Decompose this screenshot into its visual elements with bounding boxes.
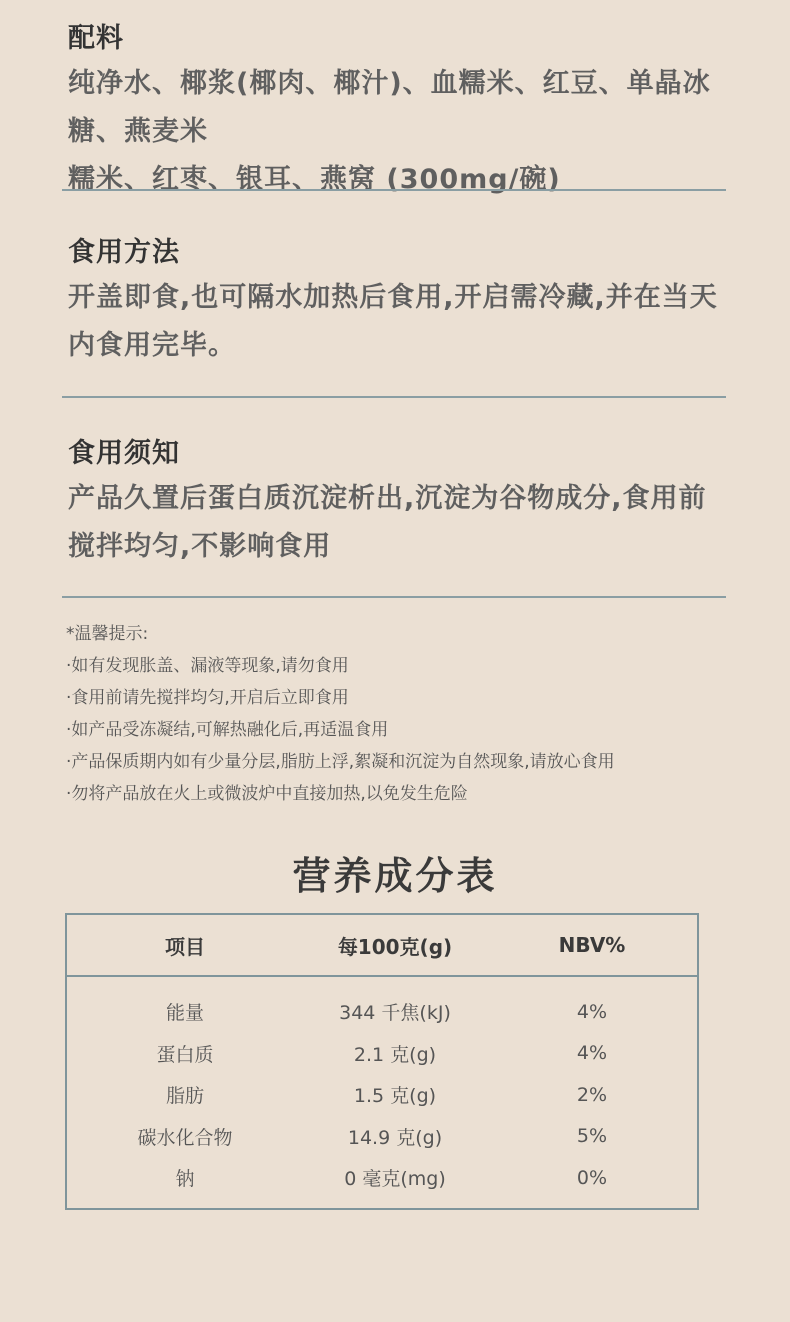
tip-item: ·如有发现胀盖、漏液等现象,请勿食用: [66, 656, 349, 676]
nutrient-amount: 0 毫克(mg): [344, 1168, 446, 1191]
tips-title: *温馨提示:: [66, 624, 149, 644]
nutrient-name: 碳水化合物: [137, 1126, 233, 1149]
nutrient-amount: 344 千焦(kJ): [339, 1002, 451, 1025]
divider: [62, 596, 726, 598]
table-row: [67, 1116, 697, 1158]
table-row: [67, 1157, 697, 1199]
nutrient-amount: 2.1 克(g): [353, 1043, 437, 1066]
header-per-100g: 每100克(g): [337, 934, 453, 959]
notice-text: [68, 475, 748, 571]
tip-item: ·如产品受冻凝结,可解热融化后,再适温食用: [66, 720, 389, 740]
notice-line-2: 搅拌均匀,不影响食用: [68, 531, 332, 562]
nutrient-nbv: 4%: [576, 1000, 608, 1023]
nutrient-amount: 14.9 克(g): [347, 1126, 443, 1149]
header-nbv: NBV%: [558, 933, 626, 957]
header-item: 项目: [165, 934, 205, 959]
nutrient-amount: 1.5 克(g): [353, 1085, 437, 1108]
nutrition-body: [67, 977, 697, 1199]
tip-item: ·勿将产品放在火上或微波炉中直接加热,以免发生危险: [66, 784, 468, 804]
ingredients-line-2: 糯米、红枣、银耳、燕窝 (300mg/碗): [68, 164, 561, 195]
tips-block: [66, 618, 766, 810]
notice-line-1: 产品久置后蛋白质沉淀析出,沉淀为谷物成分,食用前: [68, 483, 707, 514]
divider: [62, 189, 726, 191]
usage-line-1: 开盖即食,也可隔水加热后食用,开启需冷藏,并在当天: [68, 282, 718, 313]
nutrient-nbv: 0%: [576, 1166, 608, 1189]
nutrient-name: 能量: [165, 1002, 204, 1025]
notice-title: 食用须知: [68, 438, 180, 469]
divider: [62, 396, 726, 398]
ingredients-text: [68, 60, 748, 204]
nutrient-name: 钠: [175, 1168, 195, 1191]
ingredients-line-1: 纯净水、椰浆(椰肉、椰汁)、血糯米、红豆、单晶冰糖、燕麦米: [68, 68, 711, 147]
ingredients-section: [68, 22, 748, 204]
nutrition-header-row: [67, 915, 697, 977]
nutrient-nbv: 4%: [576, 1042, 608, 1065]
usage-title: 食用方法: [68, 237, 180, 268]
notice-section: [68, 437, 748, 571]
tip-item: ·产品保质期内如有少量分层,脂肪上浮,絮凝和沉淀为自然现象,请放心食用: [66, 752, 615, 772]
usage-section: [68, 236, 748, 370]
usage-line-2: 内食用完毕。: [68, 330, 236, 361]
tip-item: ·食用前请先搅拌均匀,开启后立即食用: [66, 688, 349, 708]
nutrient-nbv: 5%: [576, 1125, 608, 1148]
table-row: [67, 1074, 697, 1116]
ingredients-title: 配料: [68, 23, 124, 54]
nutrition-title: 营养成分表: [292, 854, 498, 898]
nutrient-nbv: 2%: [576, 1083, 608, 1106]
usage-text: [68, 274, 748, 370]
nutrient-name: 脂肪: [165, 1085, 204, 1108]
nutrition-table: [65, 913, 699, 1210]
nutrient-name: 蛋白质: [156, 1043, 214, 1066]
table-row: [67, 1033, 697, 1075]
table-row: [67, 991, 697, 1033]
